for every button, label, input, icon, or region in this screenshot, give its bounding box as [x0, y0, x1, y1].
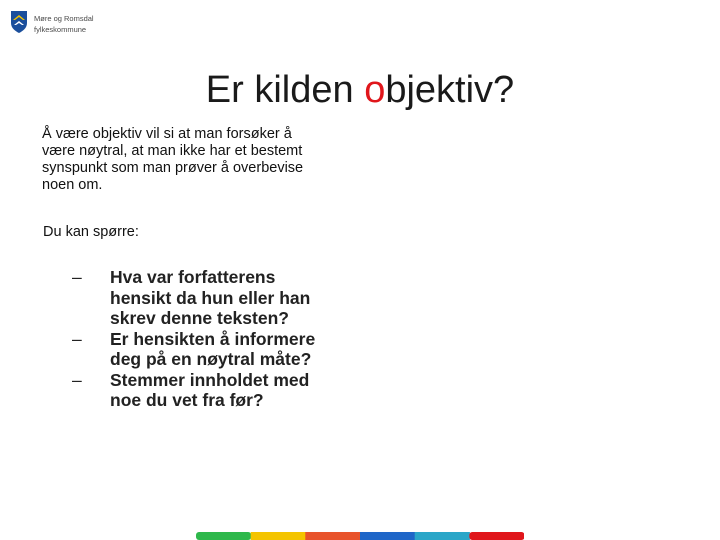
bullet-item: [72, 370, 352, 411]
bullet-dash: –: [72, 267, 82, 287]
bullet-text: Stemmer innholdet med noe du vet fra før?: [110, 369, 310, 410]
footer-color-segment: [251, 532, 306, 540]
intro-paragraph: Å være objektiv vil si at man forsøker å være nøytral, at man ikke har et bestemt synspunkt som man prøver å overbevise noen om.: [42, 126, 304, 193]
bullet-list: [72, 267, 352, 411]
title-pre: Er kilden: [205, 69, 365, 112]
bullet-text: Hva var forfatterens hensikt da hun eller han skrev denne teksten?: [110, 267, 311, 328]
footer-color-segment: [305, 532, 360, 540]
bullet-item: [72, 267, 352, 329]
county-shield-icon: [10, 10, 28, 34]
title-accent: o: [364, 69, 386, 112]
title-post: bjektiv?: [385, 69, 515, 112]
footer-color-segment: [469, 532, 524, 540]
logo-line-2: fylkeskommune: [34, 25, 87, 34]
bullet-dash: –: [72, 369, 82, 390]
slide-title: [0, 69, 720, 112]
bullet-item: [72, 329, 352, 370]
footer-color-segment: [196, 532, 251, 540]
footer-color-bar: [196, 532, 524, 540]
logo-line-1: Møre og Romsdal: [34, 14, 94, 23]
footer-color-segment: [415, 532, 470, 540]
bullet-text: Er hensikten å informere deg på en nøytral måte?: [110, 328, 316, 369]
logo-text: [34, 13, 94, 35]
logo: [10, 10, 110, 42]
ask-label: Du kan spørre:: [43, 224, 139, 240]
footer-color-segment: [360, 532, 415, 540]
bullet-dash: –: [72, 328, 82, 349]
